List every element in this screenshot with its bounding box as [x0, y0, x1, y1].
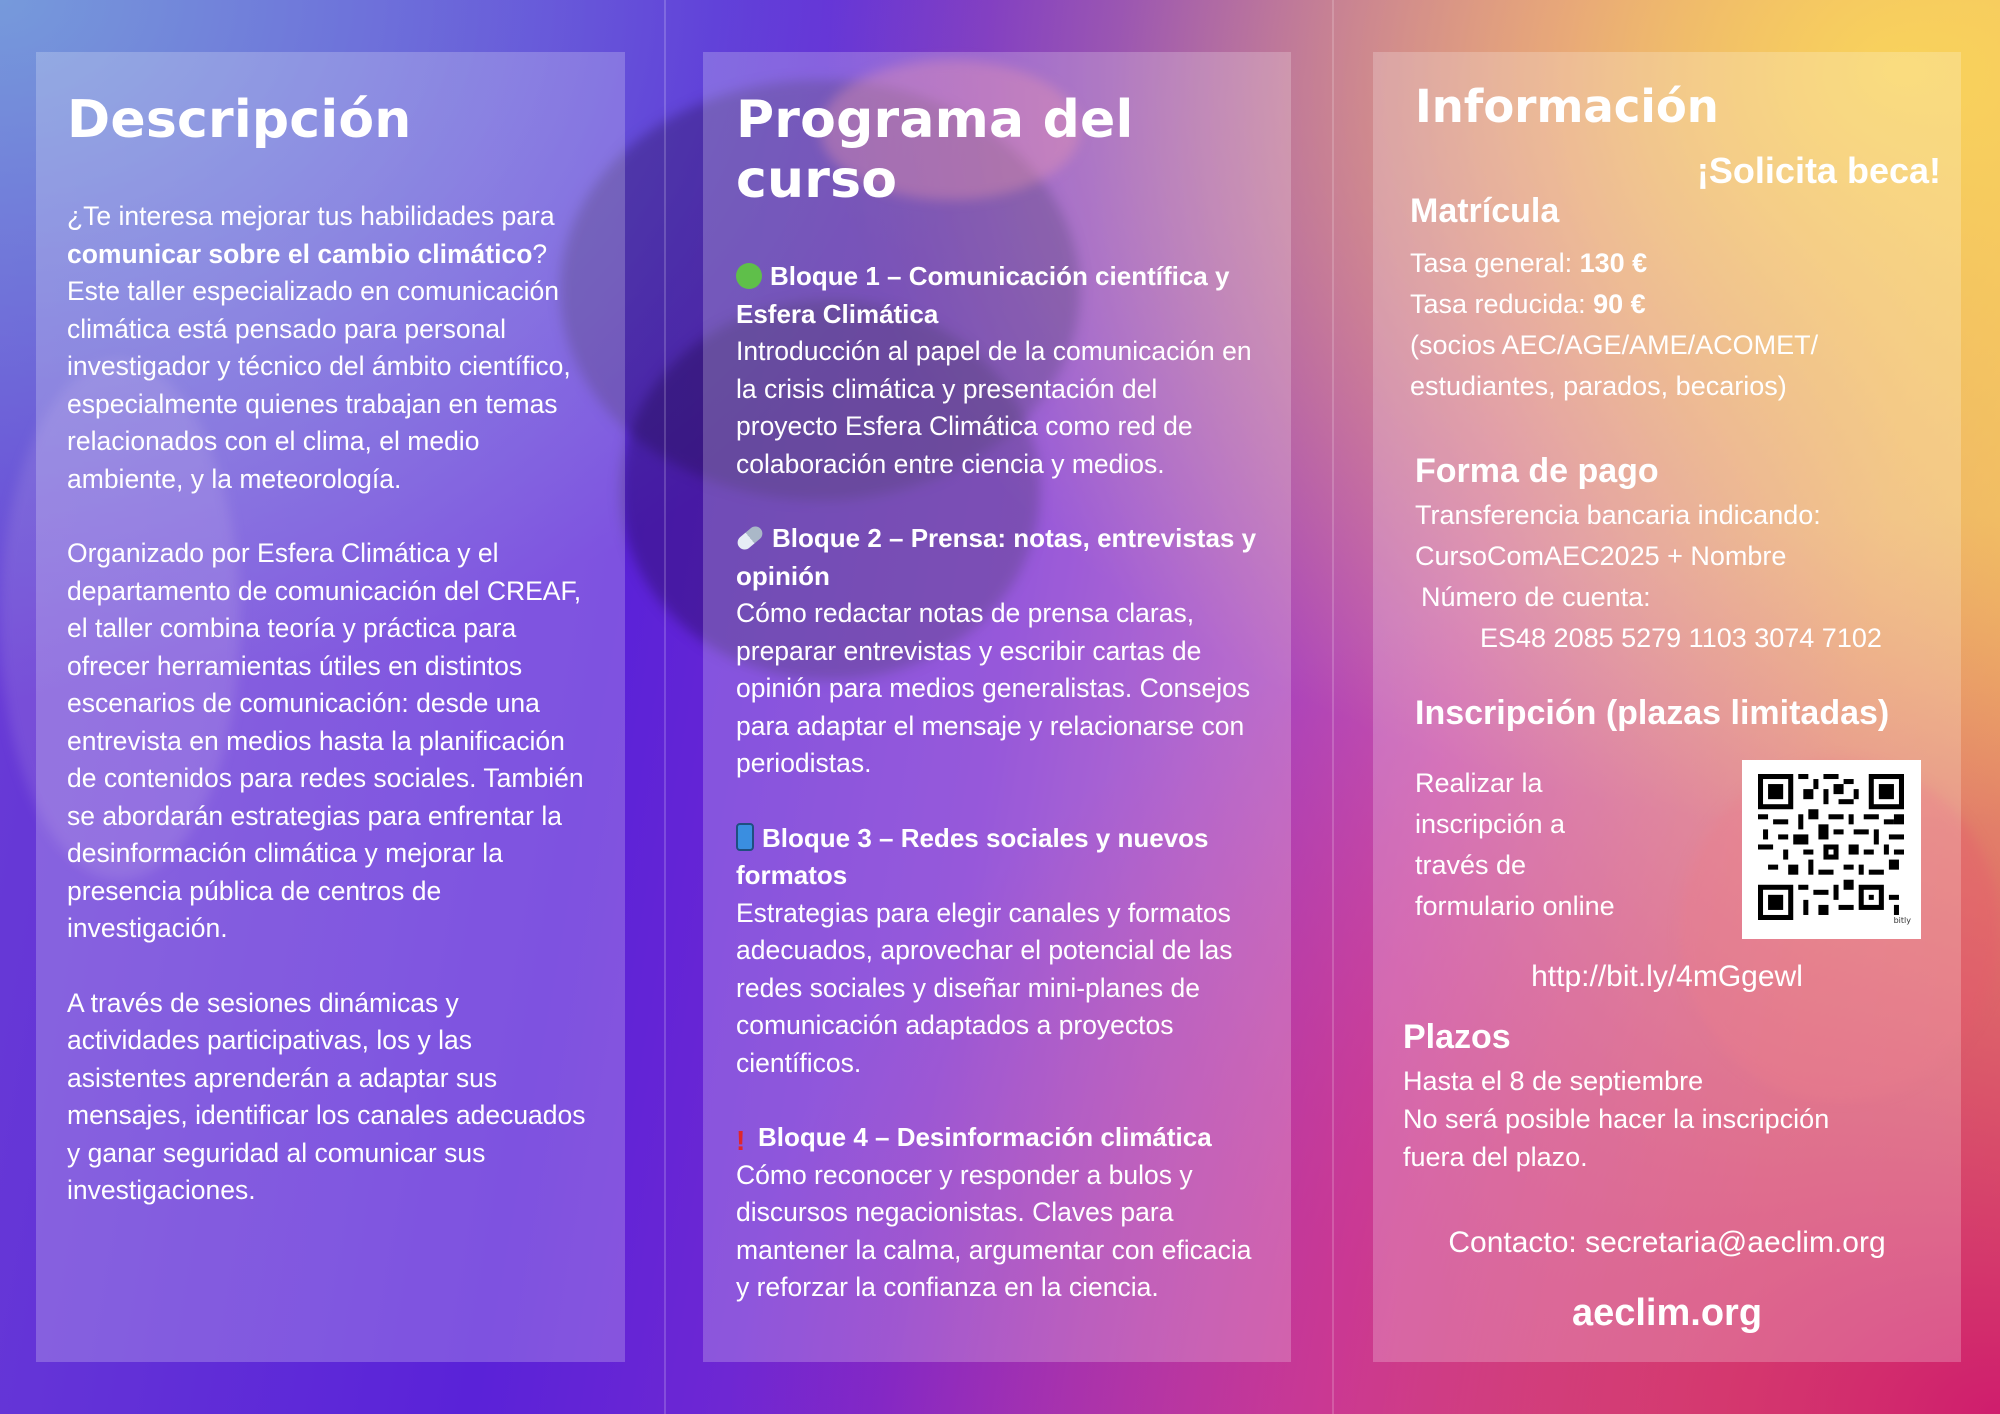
pago-line: CursoComAEC2025 + Nombre — [1415, 541, 1787, 571]
fold-line — [664, 0, 666, 1414]
block-body: Estrategias para elegir canales y formatos adecuados, aprovechar el potencial de las redes sociales y diseñar mini-planes de comunicación adaptados a proyectos científicos. — [736, 897, 1233, 1078]
text-span: Tasa reducida: — [1410, 289, 1594, 319]
descripcion-paragraph-3: A través de sesiones dinámicas y actividades participativas, los y las asistentes aprenderán a adaptar sus mensajes, identificar los canales adecuados y ganar seguridad al comunicar sus investigaciones. — [67, 987, 586, 1205]
qr-brand: bitly — [1893, 916, 1911, 925]
fold-line — [1332, 0, 1334, 1414]
programa-block — [736, 1119, 1263, 1307]
block-body: Cómo redactar notas de prensa claras, preparar entrevistas y escribir cartas de opinión para medios generalistas. Consejos para adaptar el mensaje y relacionarse con periodistas. — [736, 598, 1251, 778]
plazos-title: Plazos — [1403, 1018, 1511, 1056]
plazos-line: No será posible hacer la inscripción — [1403, 1104, 1830, 1134]
descripcion-title: Descripción — [67, 90, 412, 150]
descripcion-paragraph-2: Organizado por Esfera Climática y el departamento de comunicación del CREAF, el taller combina teoría y práctica para ofrecer herramientas útiles en distintos escenarios de comunicación: desde una entrevista en medios hasta la planificación de contenidos para redes sociales. También se abordarán estrategias para enfrentar la desinformación climática y mejorar la presencia pública de centros de investigación. — [67, 538, 584, 943]
plazos-line: fuera del plazo. — [1403, 1142, 1588, 1172]
programa-title: Programa del curso — [736, 90, 1134, 210]
pago-line: Transferencia bancaria indicando: — [1415, 500, 1821, 530]
block-heading: Bloque 2 – Prensa: notas, entrevistas y opinión — [736, 523, 1257, 591]
descripcion-paragraph-1 — [67, 198, 595, 498]
green-circle-icon — [736, 263, 762, 289]
block-body: Cómo reconocer y responder a bulos y discursos negacionistas. Claves para mantener la calma, argumentar con eficacia y reforzar la confianza en la ciencia. — [736, 1159, 1252, 1302]
tasa-general — [1410, 248, 1647, 279]
iban: ES48 2085 5279 1103 3074 7102 — [1480, 623, 1882, 653]
tasa-note: estudiantes, parados, becarios) — [1410, 371, 1787, 401]
inscripcion-line: formulario online — [1415, 891, 1615, 921]
qr-code-pattern — [1758, 774, 1904, 920]
descripcion-panel — [36, 52, 625, 1362]
inscripcion-line: Realizar la — [1415, 768, 1543, 798]
programa-panel — [703, 52, 1291, 1362]
inscripcion-title: Inscripción (plazas limitadas) — [1415, 694, 1890, 732]
bold-text: comunicar sobre el cambio climático — [67, 238, 533, 269]
tasa-note: (socios AEC/AGE/AME/ACOMET/ — [1410, 330, 1819, 360]
inscripcion-line: inscripción a — [1415, 809, 1566, 839]
informacion-title: Información — [1415, 80, 1719, 133]
price-value: 90 € — [1593, 289, 1646, 319]
programa-block — [736, 520, 1263, 783]
block-heading: Bloque 3 – Redes sociales y nuevos formatos — [736, 822, 1209, 890]
text-span: ? Este taller especializado en comunicación climática está pensado para personal investigador y técnico del ámbito científico, especialmente quienes trabajan en temas relacionados con el clima, el medio ambiente, y la meteorología. — [67, 238, 571, 494]
exclamation-icon: ! — [736, 1125, 746, 1156]
block-heading: Bloque 1 – Comunicación científica y Esfera Climática — [736, 261, 1230, 329]
text-span: ¿Te interesa mejorar tus habilidades para — [67, 201, 555, 231]
registration-link[interactable]: http://bit.ly/4mGgewl — [1531, 960, 1803, 993]
beca-callout: ¡Solicita beca! — [1696, 150, 1941, 191]
matricula-title: Matrícula — [1410, 192, 1560, 230]
informacion-panel — [1373, 52, 1961, 1362]
programa-block — [736, 820, 1263, 1083]
pago-line: Número de cuenta: — [1421, 582, 1651, 612]
programa-block — [736, 258, 1263, 483]
block-body: Introducción al papel de la comunicación en la crisis climática y presentación del proyecto Esfera Climática como red de colaboración entre ciencia y medios. — [736, 336, 1252, 479]
block-heading: Bloque 4 – Desinformación climática — [758, 1122, 1212, 1152]
pago-title: Forma de pago — [1415, 452, 1659, 490]
website-link[interactable]: aeclim.org — [1571, 1292, 1763, 1334]
mobile-phone-icon — [736, 823, 754, 851]
inscripcion-line: través de — [1415, 850, 1527, 880]
plazos-line: Hasta el 8 de septiembre — [1403, 1066, 1704, 1096]
pill-icon — [735, 524, 765, 553]
contact-email[interactable]: Contacto: secretaria@aeclim.org — [1448, 1226, 1886, 1259]
price-value: 130 € — [1579, 248, 1648, 278]
text-span: Tasa general: — [1410, 248, 1580, 278]
tasa-reducida — [1410, 289, 1646, 320]
qr-code[interactable] — [1742, 760, 1921, 939]
